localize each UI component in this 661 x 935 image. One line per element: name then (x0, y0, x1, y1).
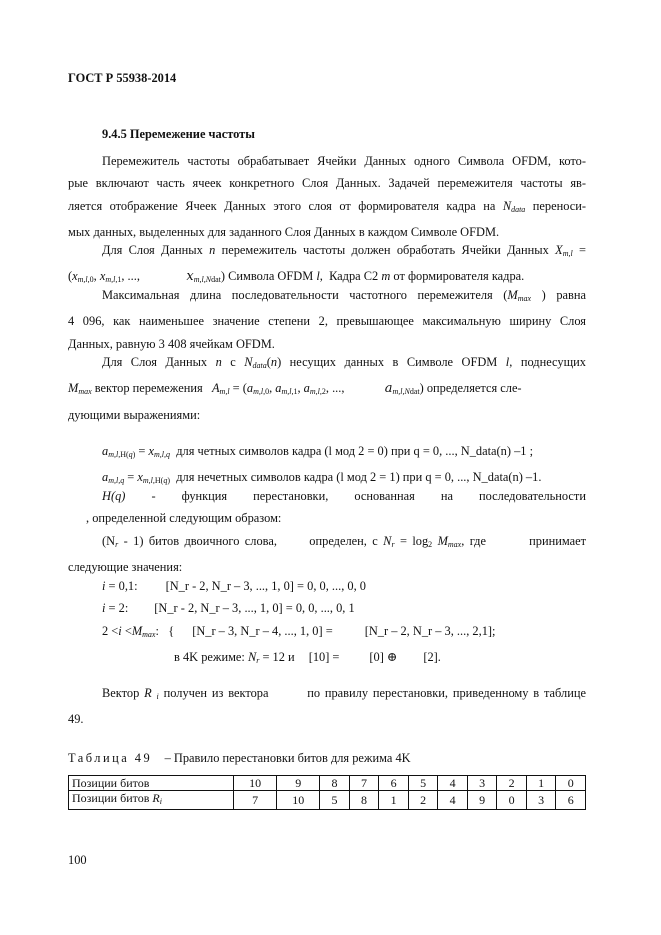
document-header: ГОСТ Р 55938-2014 (68, 71, 177, 85)
table-caption: Таблица 49 – Правило перестановки битов для режима 4K (68, 751, 411, 765)
p3-line-2: 4 096, как наименьшее значение степени 2, превышающее максимальную ширину Слоя (68, 314, 586, 329)
case-1: i = 0,1: [N_r - 2, N_r – 3, ..., 1, 0] = 0, 0, ..., 0, 0 (102, 579, 366, 593)
p7-line-2: 49. (68, 712, 84, 727)
p1-line-2: рые включают часть ячеек конкретного Слоя Данных. Задачей перемежителя частоты яв- (68, 176, 586, 191)
paragraph-3 (68, 284, 586, 355)
page-number: 100 (68, 853, 87, 867)
table-row (69, 791, 586, 810)
p6-line-2: следующие значения: (68, 560, 183, 575)
table-cell: 9 (467, 791, 497, 810)
cases-block (102, 575, 495, 672)
p1-line-4: мых данных, выделенных для заданного Слоя Данных в каждом Символе OFDM. (68, 224, 500, 239)
p4-line-1: Для Слоя Данных n с $N_{data}(n)$ несущих данных в Символе OFDM l, поднесущих (102, 355, 586, 370)
p3-line-1: Максимальная длина последовательности частотного перемежителя ($M_{max}$ ) равна (102, 288, 586, 303)
case-3: $2 <i <M_{max}$: { [N_r – 3, N_r – 4, ..., 1, 0] = [N_r – 2, N_r – 3, ..., 2,1]; (102, 623, 496, 639)
case-4: в 4K режиме: $N_r = 12$ и [10] = [0] ⊕ [2]. (174, 649, 441, 665)
table-cell: 1 (526, 776, 556, 791)
table-cell: 10 (277, 791, 320, 810)
p7-line-1: Вектор R $_i$ получен из вектора по правилу перестановки, приведенному в таблице (102, 686, 586, 701)
table-row-label: Позиции битов $R_i$ (69, 791, 234, 810)
p2-line-2: ($x_{m,l,0}$, $x_{m,l,1}$, ..., $x_{m,l,Ndat}$) Символа OFDM l, Кадра C2 m от формирователя кадра. (68, 269, 525, 285)
section-title: 9.4.5 Перемежение частоты (102, 127, 255, 141)
table-cell: 2 (408, 791, 438, 810)
table-cell: 8 (320, 776, 350, 791)
paragraph-4 (68, 351, 586, 426)
table-cell: 8 (349, 791, 379, 810)
table-cell: 6 (379, 776, 409, 791)
table-cell: 5 (320, 791, 350, 810)
table-row-label: Позиции битов (69, 776, 234, 791)
p1-line-1: Перемежитель частоты обрабатывает Ячейки Данных одного Символа OFDM, кото- (102, 154, 586, 168)
table-cell: 3 (526, 791, 556, 810)
table-cell: 9 (277, 776, 320, 791)
bit-permutation-table (68, 775, 586, 810)
p5-line-2: , определенной следующим образом: (86, 511, 282, 526)
table-cell: 7 (349, 776, 379, 791)
table-cell: 1 (379, 791, 409, 810)
formula-odd: $a_{m,l,q} = x_{m,l,H(q)}$ для нечетных символов кадра (l мод 2 = 1) при q = 0, ..., N_data(n) –1. (102, 470, 542, 486)
table-cell: 5 (408, 776, 438, 791)
table-cell: 3 (467, 776, 497, 791)
table-cell: 6 (556, 791, 586, 810)
p4-line-2: $M_{max}$ вектор перемежения $A_{m,l} = (a_{m,l,0}$, $a_{m,l,1}$, $a_{m,l,2}$, ..., $a_{m,l,Ndat}$) определяется сле- (68, 381, 522, 397)
table-cell: 0 (556, 776, 586, 791)
table-cell: 0 (497, 791, 527, 810)
table-row (69, 776, 586, 791)
p4-line-3: дующими выражениями: (68, 407, 201, 422)
p6-line-1: $(N_r - 1)$ битов двоичного слова, определен, с $N_r = \log_2 M_{max}$, где принимает (102, 534, 587, 549)
p5-line-1: H(q) - функция перестановки, основанная на последовательности (102, 489, 586, 503)
table-cell: 10 (234, 776, 277, 791)
table-cell: 4 (438, 776, 468, 791)
table-cell: 2 (497, 776, 527, 791)
table-cell: 7 (234, 791, 277, 810)
p1-line-3: ляется отображение Ячеек Данных этого слоя от формирователя кадра на $N_{data}$ переноси- (68, 198, 586, 214)
table-cell: 4 (438, 791, 468, 810)
paragraph-5 (68, 485, 586, 530)
p3-line-3: Данных, равную 3 408 ячейкам OFDM. (68, 336, 275, 351)
paragraph-7 (68, 682, 586, 731)
p2-line-1: Для Слоя Данных n перемежитель частоты должен обработать Ячейки Данных $X_{m,l}$ = (102, 243, 586, 258)
formula-even: $a_{m,l,H(q)} = x_{m,l,q}$ для четных символов кадра (l мод 2 = 0) при q = 0, ..., N_data(n) –1 ; (102, 444, 534, 459)
paragraph-1 (68, 150, 586, 243)
paragraph-6 (68, 530, 586, 579)
case-2: i = 2: [N_r - 2, N_r – 3, ..., 1, 0] = 0, 0, ..., 0, 1 (102, 601, 355, 616)
